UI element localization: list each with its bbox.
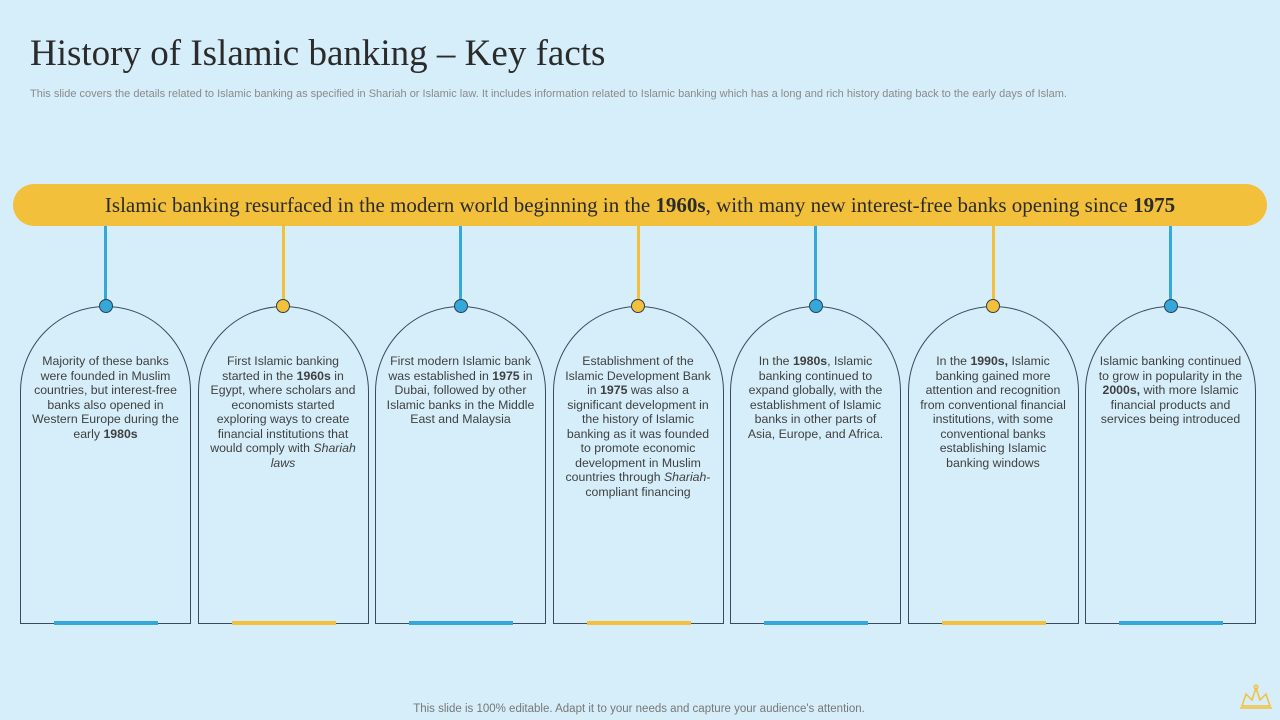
card-accent-bar: [942, 621, 1046, 625]
fact-card-text: [386, 354, 535, 427]
fact-card-text: [209, 354, 358, 470]
timeline-dot: [631, 299, 645, 313]
timeline-connector: [992, 226, 995, 302]
card-accent-bar: [54, 621, 158, 625]
fact-card: [375, 306, 546, 624]
fact-text-segment: , Islamic banking continued to expand globally, with the establishment of Islamic banks in other parts of Asia, Europe, and Africa.: [747, 354, 884, 441]
fact-card: [553, 306, 724, 624]
banner-bold-1975: 1975: [1133, 192, 1176, 217]
fact-card-text: [31, 354, 180, 441]
fact-card-text: [564, 354, 713, 499]
timeline-connector: [1169, 226, 1172, 302]
fact-text-segment: -compliant financing: [585, 470, 711, 499]
fact-text-segment: 1980s: [103, 426, 138, 441]
timeline-dot: [809, 299, 823, 313]
fact-text-segment: Islamic banking continued to grow in popularity in the: [1098, 354, 1243, 383]
timeline-connector: [637, 226, 640, 302]
fact-text-segment: Islamic banking gained more attention and recognition from conventional financial institutions, with some conventional banks establishing Islamic banking windows: [920, 354, 1066, 470]
timeline-dot: [986, 299, 1000, 313]
timeline-dot: [1164, 299, 1178, 313]
card-accent-bar: [409, 621, 513, 625]
fact-text-segment: Shariah laws: [270, 441, 356, 470]
fact-card-text: [741, 354, 890, 441]
fact-card: [1085, 306, 1256, 624]
timeline-dot: [99, 299, 113, 313]
timeline-connector: [814, 226, 817, 302]
timeline-banner: [13, 184, 1267, 226]
crown-icon: [1236, 682, 1276, 717]
fact-text-segment: First modern Islamic bank was established in: [388, 354, 531, 383]
timeline-connector: [282, 226, 285, 302]
fact-text-segment: 1990s,: [970, 354, 1009, 368]
fact-card: [20, 306, 191, 624]
fact-card-text: [1096, 354, 1245, 427]
fact-text-segment: First Islamic banking started in the: [222, 354, 340, 383]
fact-text-segment: In the: [758, 354, 793, 368]
fact-text-segment: 2000s,: [1102, 383, 1141, 397]
card-accent-bar: [587, 621, 691, 625]
fact-text-segment: 1975: [600, 383, 628, 397]
fact-text-segment: in Egypt, where scholars and economists started exploring ways to create financial institutions that would comply with: [210, 368, 356, 455]
timeline-dot: [276, 299, 290, 313]
timeline-dot: [454, 299, 468, 313]
fact-text-segment: 1980s: [792, 354, 828, 368]
page-subtitle: This slide covers the details related to Islamic banking as specified in Shariah or Islamic law. It includes information related to Islamic banking which has a long and rich history dating back to the early days of Islam.: [30, 88, 1067, 100]
footer-note: This slide is 100% editable. Adapt it to your needs and capture your audience's attention.: [413, 703, 865, 715]
fact-text-segment: In the: [936, 354, 971, 368]
page-title: History of Islamic banking – Key facts: [30, 33, 606, 74]
fact-card: [908, 306, 1079, 624]
fact-text-segment: Shariah: [663, 470, 707, 484]
fact-text-segment: Majority of these banks were founded in Muslim countries, but interest-free banks also opened in Western Europe during the early: [32, 354, 179, 441]
fact-card-text: [919, 354, 1068, 470]
banner-text-2: , with many new interest-free banks opening since: [705, 192, 1134, 217]
card-accent-bar: [764, 621, 868, 625]
fact-text-segment: was also a significant development in the history of Islamic banking as it was founded to promote economic development in Muslim countries through: [565, 383, 710, 484]
fact-text-segment: 1975: [492, 368, 520, 383]
fact-text-segment: in Dubai, followed by other Islamic banks in the Middle East and Malaysia: [386, 368, 535, 426]
card-accent-bar: [232, 621, 336, 625]
fact-card: [730, 306, 901, 624]
fact-card: [198, 306, 369, 624]
fact-text-segment: 1960s: [296, 368, 331, 383]
banner-bold-1960s: 1960s: [655, 192, 706, 217]
fact-text-segment: with more Islamic financial products and services being introduced: [1100, 383, 1241, 426]
fact-text-segment: Establishment of the Islamic Development Bank in: [565, 354, 711, 397]
banner-text-1: Islamic banking resurfaced in the modern world beginning in the: [104, 192, 656, 217]
timeline-connector: [459, 226, 462, 302]
card-accent-bar: [1119, 621, 1223, 625]
timeline-connector: [104, 226, 107, 302]
